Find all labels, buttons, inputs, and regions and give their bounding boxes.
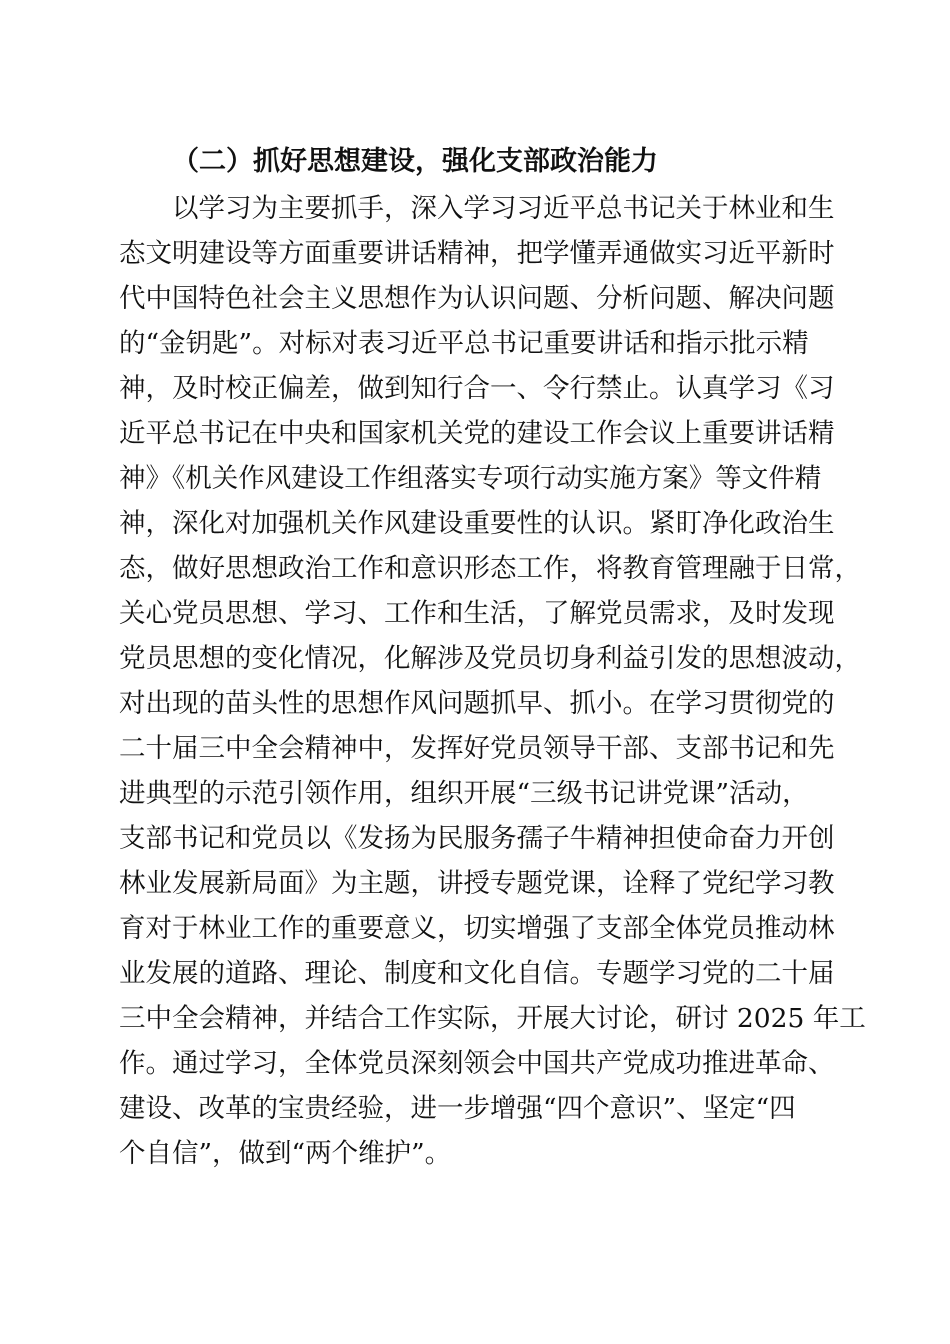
paragraph-line: 育对于林业工作的重要意义，切实增强了支部全体党员推动林 (119, 913, 835, 944)
body-paragraph (119, 186, 866, 1176)
paragraph-line: 作。通过学习，全体党员深刻领会中国共产党成功推进革命、 (119, 1048, 835, 1079)
section-heading: （二）抓好思想建设，强化支部政治能力 (172, 146, 658, 177)
paragraph-line: 的“金钥匙”。对标对表习近平总书记重要讲话和指示批示精 (119, 328, 809, 359)
paragraph-line: 神，及时校正偏差，做到知行合一、令行禁止。认真学习《习 (119, 373, 835, 404)
paragraph-line: 神》《机关作风建设工作组落实专项行动实施方案》等文件精 (119, 463, 822, 494)
paragraph-line: 二十届三中全会精神中，发挥好党员领导干部、支部书记和先 (119, 733, 835, 764)
paragraph-line: 三中全会精神，并结合工作实际，开展大讨论，研讨 2025 年工 (119, 1003, 866, 1034)
paragraph-line: 神，深化对加强机关作风建设重要性的认识。紧盯净化政治生 (119, 508, 835, 539)
paragraph-line: 对出现的苗头性的思想作风问题抓早、抓小。在学习贯彻党的 (119, 688, 835, 719)
paragraph-line: 进典型的示范引领作用，组织开展“三级书记讲党课”活动， (119, 778, 809, 809)
paragraph-line: 态文明建设等方面重要讲话精神，把学懂弄通做实习近平新时 (119, 238, 835, 269)
paragraph-line: 关心党员思想、学习、工作和生活，了解党员需求，及时发现 (119, 598, 835, 629)
paragraph-line: 建设、改革的宝贵经验，进一步增强“四个意识”、坚定“四 (119, 1093, 796, 1124)
paragraph-line: 个自信”，做到“两个维护”。 (119, 1138, 452, 1169)
paragraph-line: 林业发展新局面》为主题，讲授专题党课，诠释了党纪学习教 (119, 868, 835, 899)
paragraph-line: 代中国特色社会主义思想作为认识问题、分析问题、解决问题 (119, 283, 835, 314)
paragraph-line: 以学习为主要抓手，深入学习习近平总书记关于林业和生 (172, 193, 835, 224)
paragraph-line: 近平总书记在中央和国家机关党的建设工作会议上重要讲话精 (119, 418, 835, 449)
paragraph-line: 态，做好思想政治工作和意识形态工作，将教育管理融于日常， (119, 553, 861, 584)
paragraph-line: 支部书记和党员以《发扬为民服务孺子牛精神担使命奋力开创 (119, 823, 835, 854)
paragraph-line: 业发展的道路、理论、制度和文化自信。专题学习党的二十届 (119, 958, 835, 989)
paragraph-line: 党员思想的变化情况，化解涉及党员切身利益引发的思想波动， (119, 643, 861, 674)
